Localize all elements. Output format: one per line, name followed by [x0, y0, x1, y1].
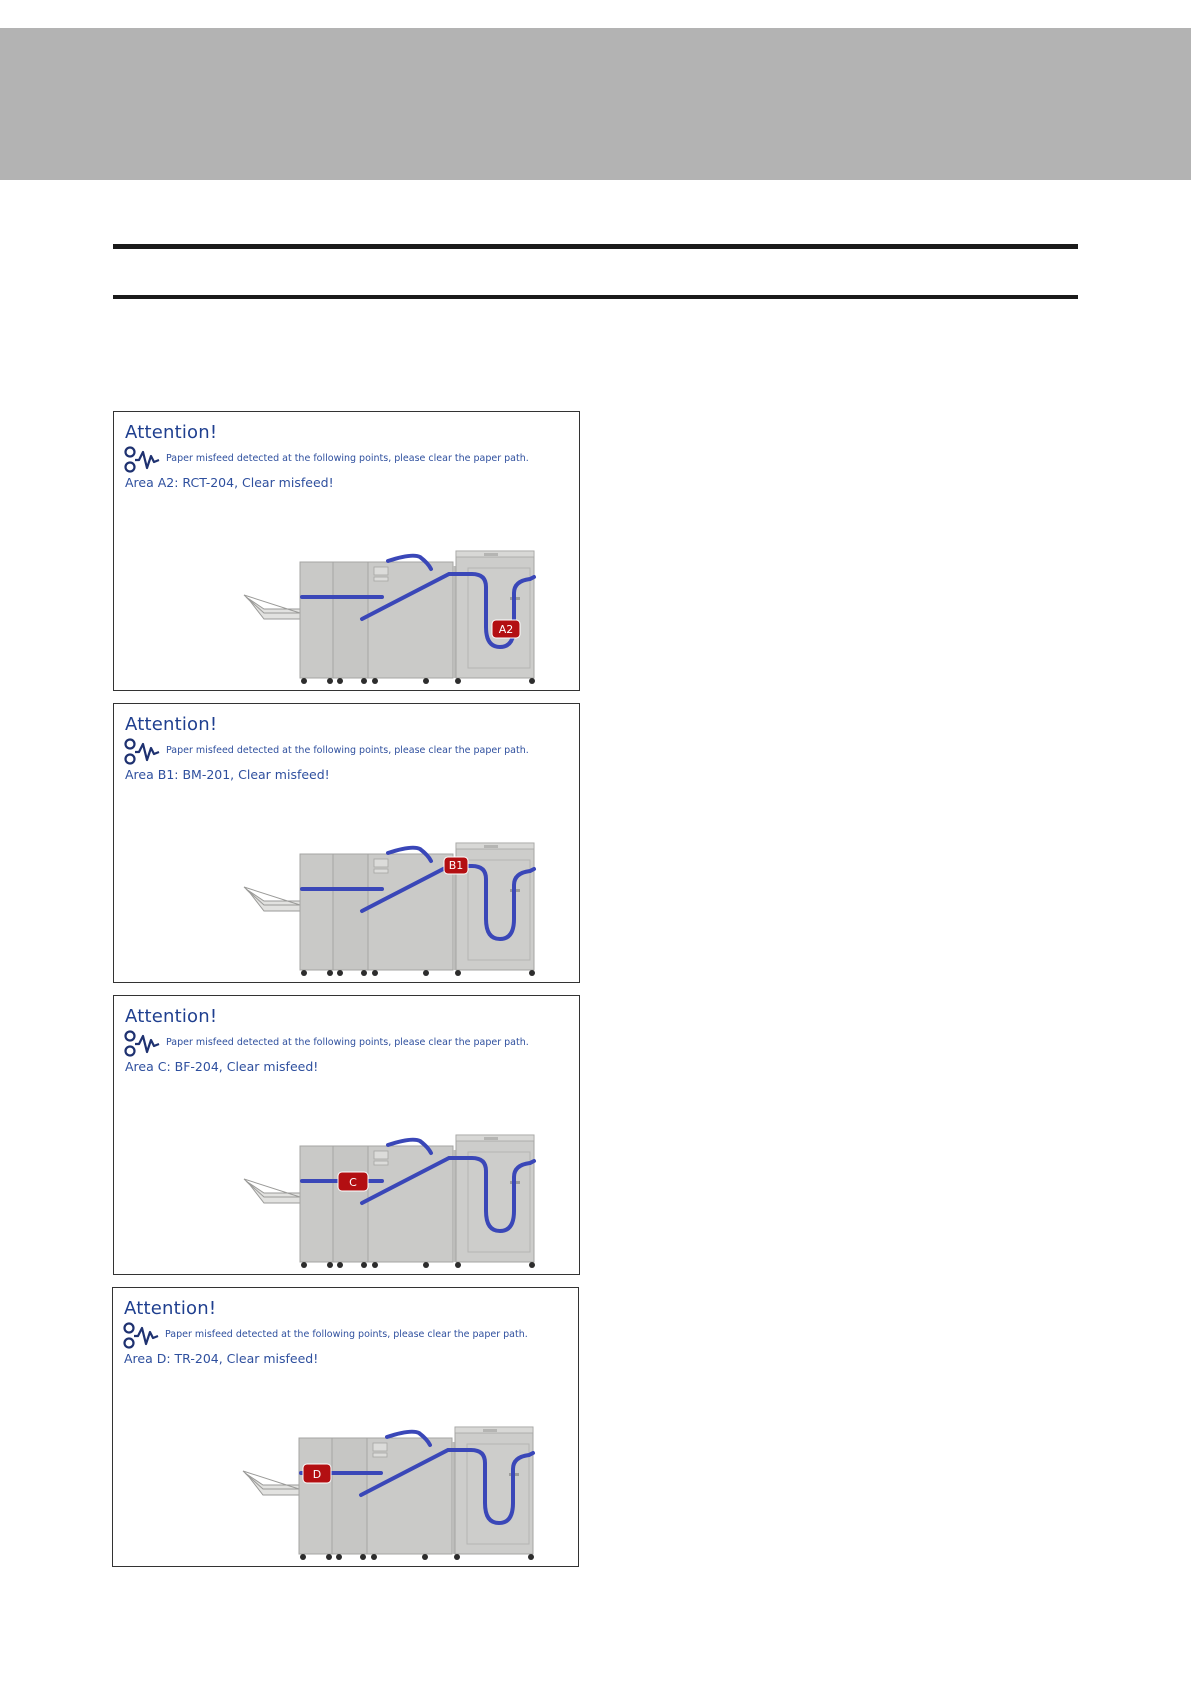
misfeed-path-icon	[123, 1322, 159, 1350]
misfeed-panel-a2	[113, 411, 580, 691]
misfeed-panel-c	[113, 995, 580, 1275]
misfeed-badge[interactable]	[303, 1464, 331, 1483]
section-rule-top	[113, 244, 1078, 249]
panel-message: Paper misfeed detected at the following points, please clear the paper path.	[166, 453, 529, 464]
machine-diagram	[242, 1131, 578, 1273]
machine-diagram	[241, 1423, 577, 1565]
misfeed-path-icon	[124, 1030, 160, 1058]
panel-title: Attention!	[125, 1006, 218, 1027]
misfeed-badge[interactable]	[338, 1172, 368, 1191]
panel-message: Paper misfeed detected at the following points, please clear the paper path.	[166, 745, 529, 756]
panel-message: Paper misfeed detected at the following points, please clear the paper path.	[166, 1037, 529, 1048]
badge-label: B1	[448, 859, 464, 872]
misfeed-path-icon	[124, 738, 160, 766]
machine-diagram	[242, 547, 578, 689]
misfeed-path-icon	[124, 446, 160, 474]
misfeed-badge[interactable]	[492, 620, 520, 638]
panel-area-text: Area A2: RCT-204, Clear misfeed!	[125, 475, 334, 490]
machine-diagram	[242, 839, 578, 981]
badge-label: D	[312, 1468, 322, 1481]
misfeed-panel-b1	[113, 703, 580, 983]
badge-label: A2	[498, 623, 514, 636]
misfeed-badge[interactable]	[444, 857, 468, 874]
header-band	[0, 28, 1191, 180]
badge-label: C	[349, 1176, 357, 1189]
panel-area-text: Area C: BF-204, Clear misfeed!	[125, 1059, 319, 1074]
panel-title: Attention!	[125, 422, 218, 443]
panel-area-text: Area B1: BM-201, Clear misfeed!	[125, 767, 330, 782]
panel-message: Paper misfeed detected at the following points, please clear the paper path.	[165, 1329, 528, 1340]
panel-title: Attention!	[125, 714, 218, 735]
section-rule-bottom	[113, 295, 1078, 299]
misfeed-panel-d	[112, 1287, 579, 1567]
panel-title: Attention!	[124, 1298, 217, 1319]
panel-area-text: Area D: TR-204, Clear misfeed!	[124, 1351, 319, 1366]
